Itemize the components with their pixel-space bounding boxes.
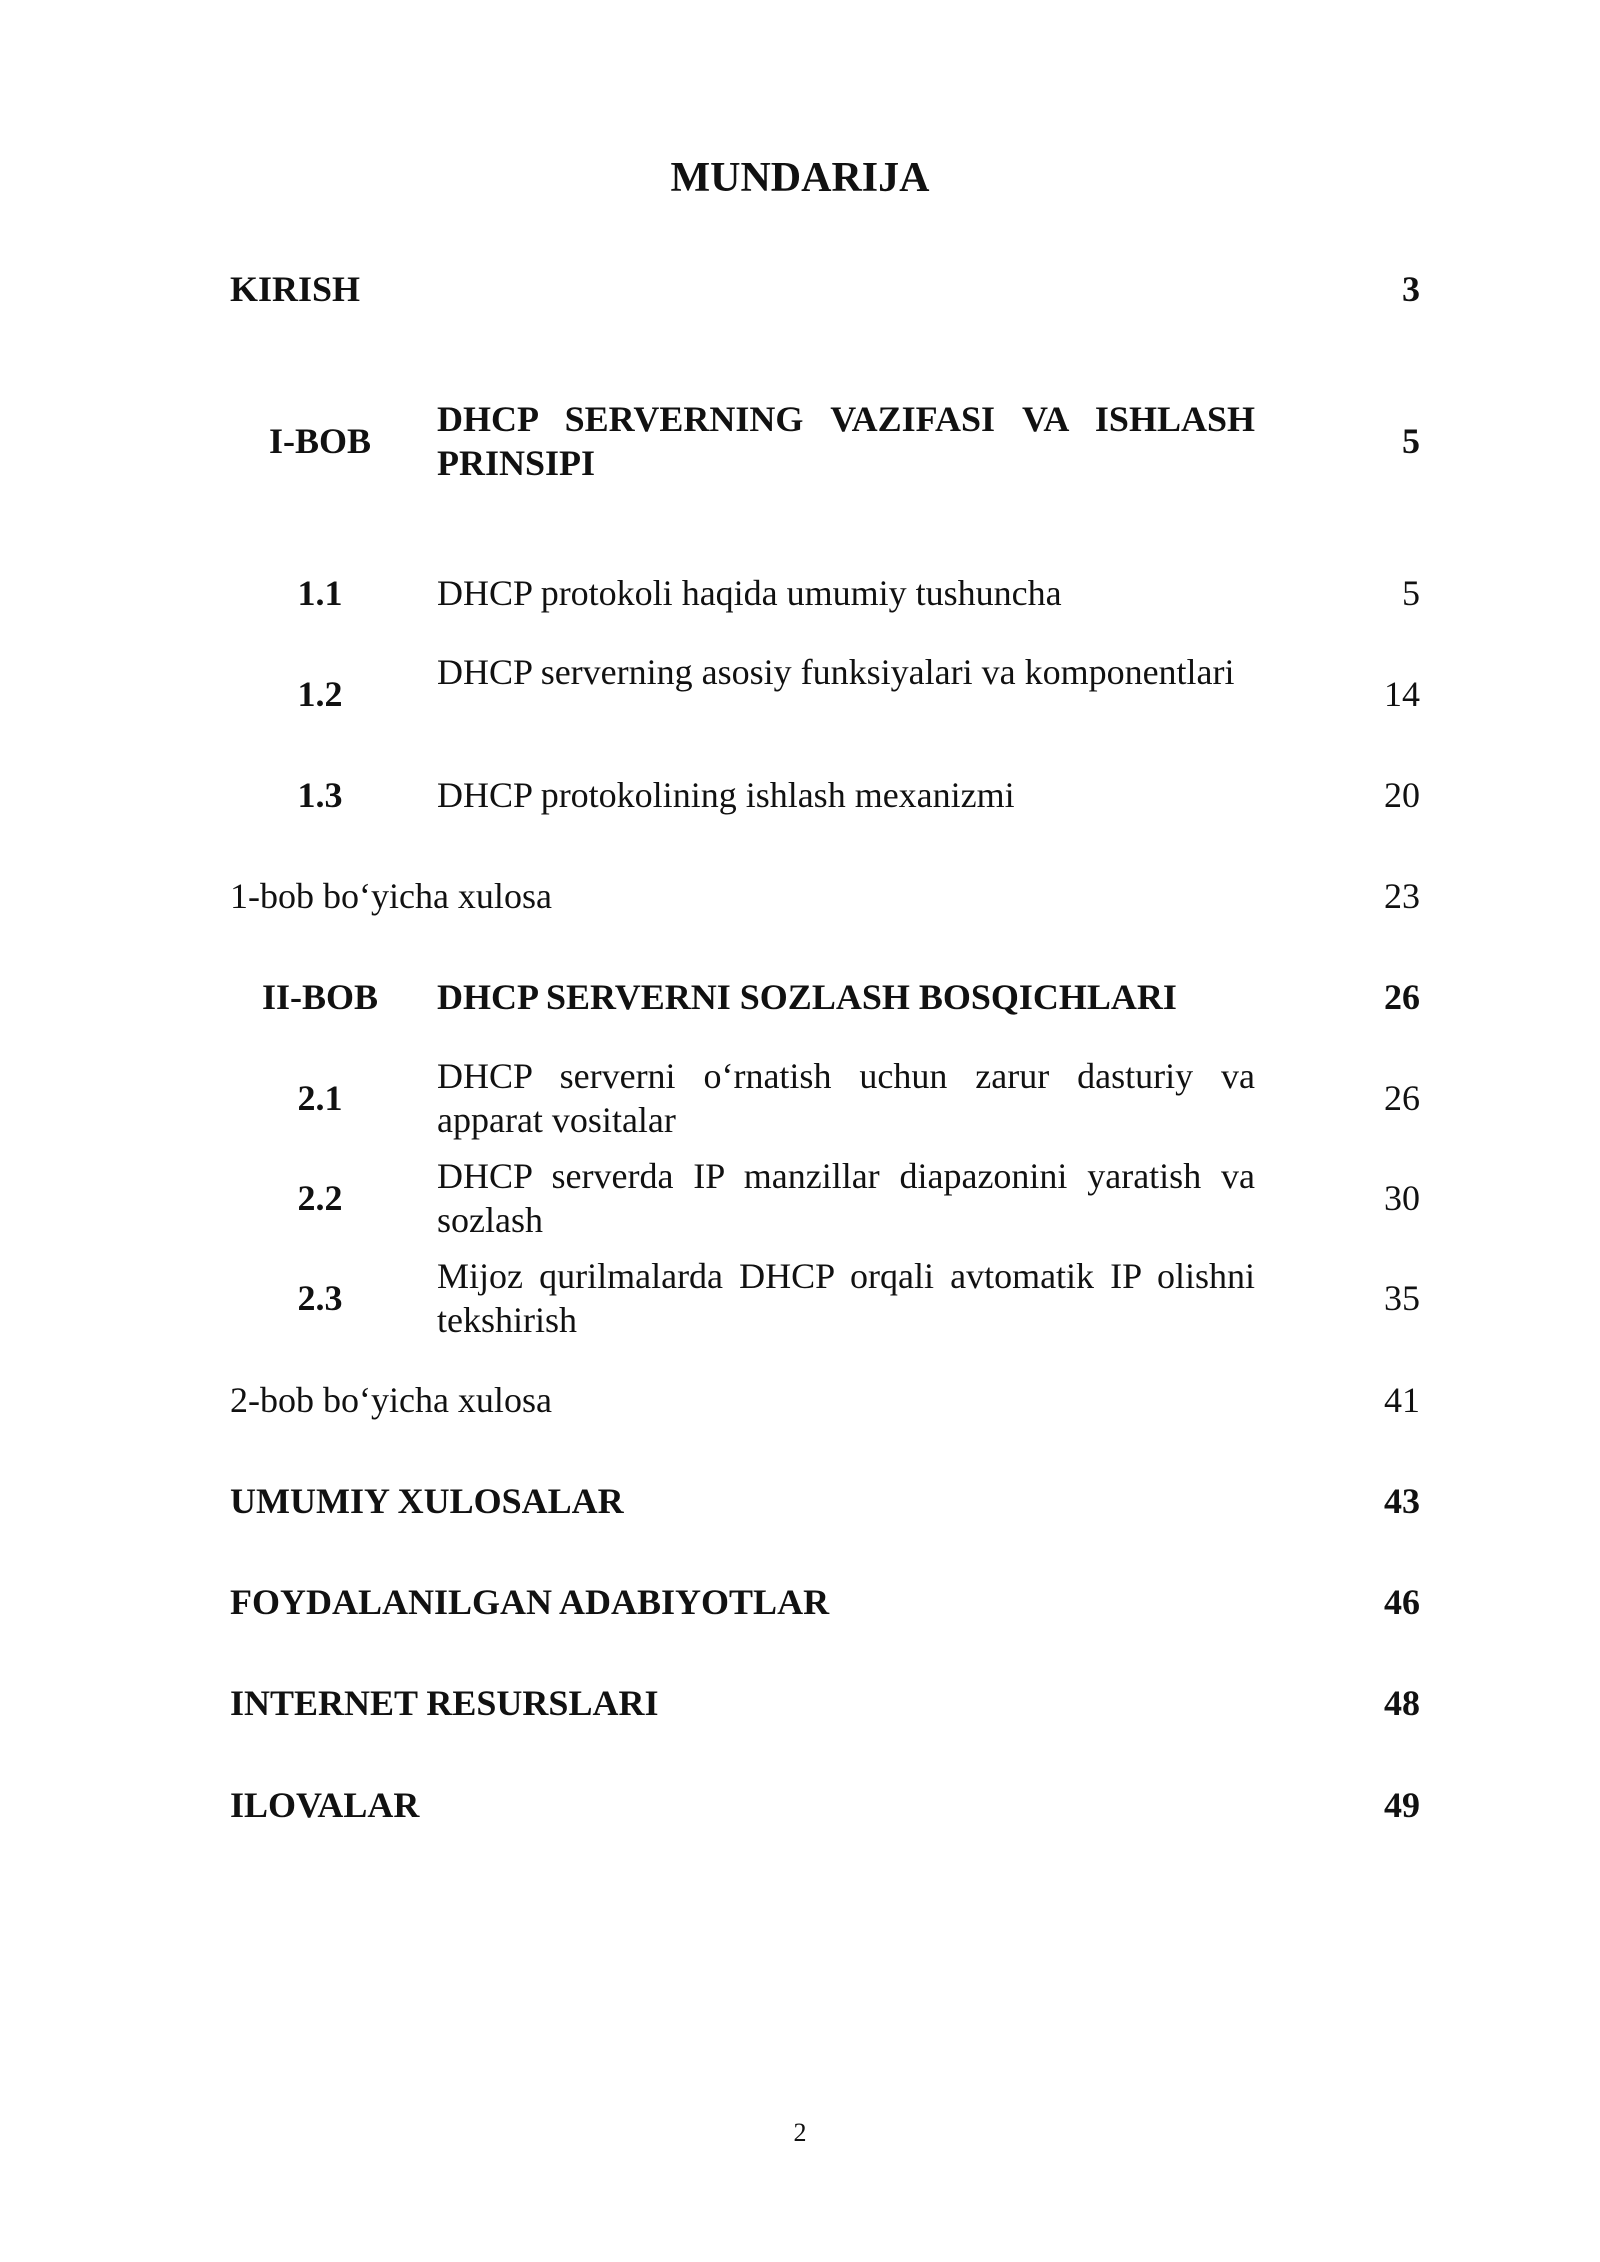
toc-chapter-page: 5 [1402,421,1420,461]
toc-section-page: 20 [1384,775,1420,815]
toc-entry-label: UMUMIY XULOSALAR [230,1481,624,1521]
toc-chapter-page: 26 [1384,977,1420,1017]
toc-entry-label: KIRISH [230,269,361,309]
toc-section-title: DHCP serverning asosiy funksiyalari va komponentlari [437,652,1235,692]
toc-section-number: 1.2 [297,674,343,714]
toc-chapter-2 [0,975,1600,1019]
toc-chapter-1 [0,397,1600,485]
toc-entry-label: ILOVALAR [230,1785,420,1825]
toc-section-2-3 [0,1254,1600,1342]
toc-entry-kirish [0,267,1600,311]
toc-section-title: Mijoz qurilmalarda DHCP orqali avtomatik IP olishni tekshirish [437,1256,1255,1340]
toc-section-2-1 [0,1054,1600,1142]
toc-section-1-1 [0,571,1600,615]
toc-entry-appendices [0,1783,1600,1827]
toc-section-number: 1.1 [297,573,343,613]
toc-section-page: 30 [1384,1178,1420,1218]
toc-entry-label: INTERNET RESURSLARI [230,1683,659,1723]
toc-section-title: DHCP serverda IP manzillar diapazonini yaratish va sozlash [437,1156,1255,1240]
toc-entry-label: 2-bob bo‘yicha xulosa [230,1380,552,1420]
toc-entry-label: 1-bob bo‘yicha xulosa [230,876,552,916]
toc-section-number: 2.3 [297,1278,343,1318]
toc-section-number: 1.3 [297,775,343,815]
toc-entry-page: 41 [1384,1380,1420,1420]
toc-section-page: 26 [1384,1078,1420,1118]
toc-entry-page: 3 [1402,269,1420,309]
toc-entry-page: 23 [1384,876,1420,916]
toc-entry-page: 49 [1384,1785,1420,1825]
toc-entry-summary-2 [0,1378,1600,1422]
toc-entry-internet-resources [0,1681,1600,1725]
toc-section-title: DHCP protokolining ishlash mexanizmi [437,775,1015,815]
toc-entry-page: 43 [1384,1481,1420,1521]
toc-section-title: DHCP serverni o‘rnatish uchun zarur dasturiy va apparat vositalar [437,1056,1255,1140]
toc-section-1-3 [0,773,1600,817]
toc-section-2-2 [0,1154,1600,1242]
toc-section-page: 14 [1384,674,1420,714]
toc-entry-references [0,1580,1600,1624]
page-number: 2 [793,2118,807,2147]
toc-section-number: 2.2 [297,1178,343,1218]
toc-entry-summary-1 [0,874,1600,918]
toc-entry-page: 46 [1384,1582,1420,1622]
toc-chapter-title: DHCP SERVERNI SOZLASH BOSQICHLARI [437,977,1177,1017]
toc-section-page: 35 [1384,1278,1420,1318]
toc-entry-label: FOYDALANILGAN ADABIYOTLAR [230,1582,830,1622]
toc-entry-conclusions [0,1479,1600,1523]
toc-chapter-number: II-BOB [261,977,379,1017]
toc-section-page: 5 [1402,573,1420,613]
toc-chapter-title: DHCP SERVERNING VAZIFASI VA ISHLASH PRINSIPI [437,399,1255,483]
toc-entry-page: 48 [1384,1683,1420,1723]
toc-chapter-number: I-BOB [268,421,372,461]
toc-section-1-2 [0,650,1600,738]
toc-section-number: 2.1 [297,1078,343,1118]
toc-section-title: DHCP protokoli haqida umumiy tushuncha [437,573,1062,613]
page-title: MUNDARIJA [670,155,930,201]
